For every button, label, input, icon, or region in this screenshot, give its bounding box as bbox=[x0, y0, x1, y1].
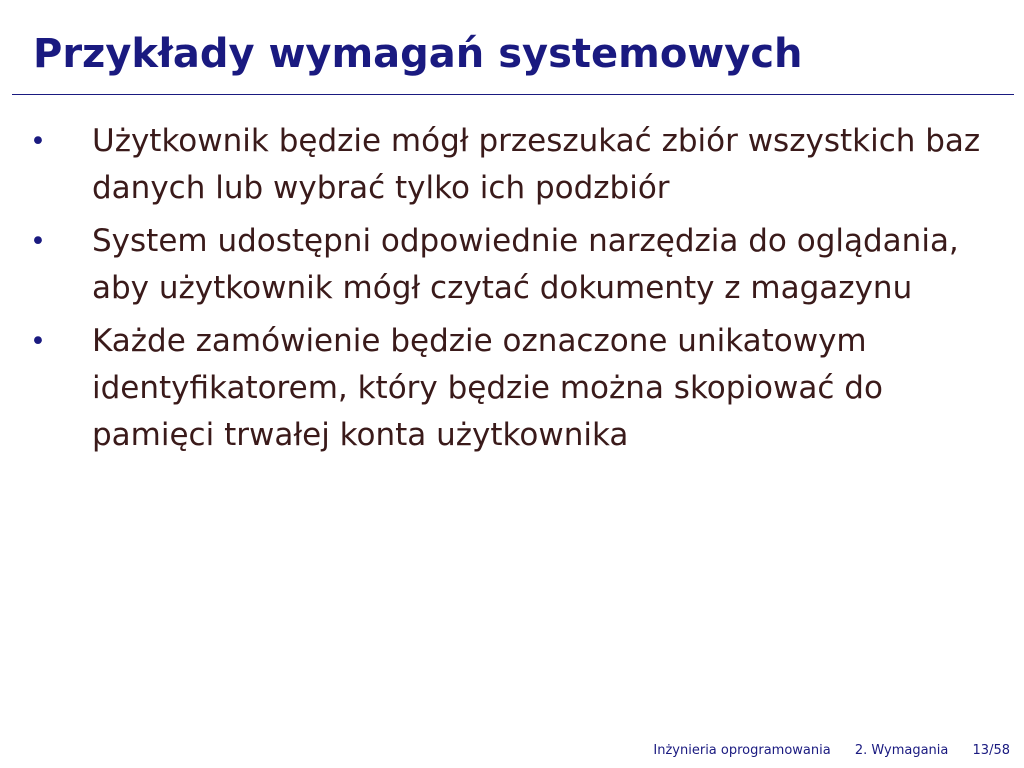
bullet-item bbox=[30, 318, 1005, 459]
footer-page-number: 13/58 bbox=[972, 743, 1010, 758]
title-divider bbox=[12, 94, 1014, 95]
bullet-list bbox=[30, 118, 1005, 465]
slide-footer bbox=[653, 743, 1010, 758]
bullet-item bbox=[30, 218, 1005, 312]
bullet-text: System udostępni odpowiednie narzędzia do oglądania, aby użytkownik mógł czytać dokumenty z magazynu bbox=[92, 223, 959, 306]
bullet-icon: • bbox=[30, 226, 46, 257]
bullet-text: Użytkownik będzie mógł przeszukać zbiór wszystkich baz danych lub wybrać tylko ich podzbiór bbox=[92, 123, 981, 206]
footer-course: Inżynieria oprogramowania bbox=[653, 743, 831, 758]
slide-title: Przykłady wymagań systemowych bbox=[33, 31, 803, 77]
bullet-icon: • bbox=[30, 126, 46, 157]
bullet-item bbox=[30, 118, 1005, 212]
footer-section: 2. Wymagania bbox=[854, 743, 949, 758]
bullet-icon: • bbox=[30, 326, 46, 357]
bullet-text: Każde zamówienie będzie oznaczone unikatowym identyfikatorem, który będzie można skopiować do pamięci trwałej konta użytkownika bbox=[92, 323, 883, 453]
